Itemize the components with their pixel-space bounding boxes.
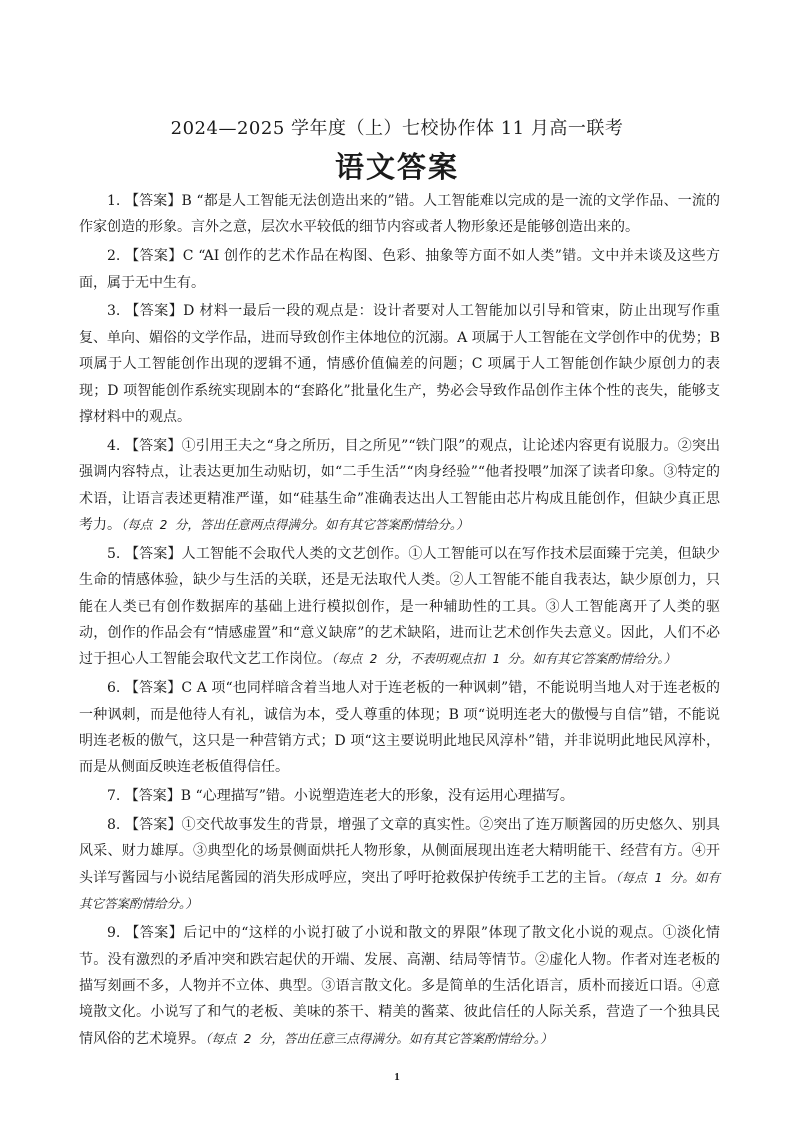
answer-text: 2. 【答案】C “AI 创作的艺术作品在构图、色彩、抽象等方面不如人类”错。文中并未谈及这些方面，属于无中生有。	[79, 248, 720, 291]
answer-text: 4. 【答案】①引用王夫之“身之所历，目之所见”“铁门限”的观点，让论述内容更有说服力。②突出强调内容特点，让表达更加生动贴切，如“二手生活”“肉身经验”“他者投喂”加深了读者印象。③特定的术语，让语言表述更精准严谨，如“硅基生命”准确表达出人工智能由芯片构成且能创作，但缺少真正思考力。	[79, 437, 720, 534]
answer-text: 8. 【答案】①交代故事发生的背景，增强了文章的真实性。②突出了连万顺酱园的历史悠久、别具风采、财力雄厚。③典型化的场景侧面烘托人物形象，从侧面展现出连老大精明能干、经营有方。④开头详写酱园与小说结尾酱园的消失形成呼应，突出了呼吁抢救保护传统手工艺的主旨。	[79, 817, 720, 886]
answer-text: 7. 【答案】B “心理描写”错。小说塑造连老大的形象，没有运用心理描写。	[107, 788, 574, 805]
scoring-note: （每点 1 分。如有其它答案酌情给分。）	[79, 869, 721, 912]
exam-title: 2024—2025 学年度（上）七校协作体 11 月高一联考	[170, 118, 624, 139]
page-number: 1	[394, 1071, 400, 1083]
subject-title: 语文答案	[334, 150, 459, 184]
answer-text: 3. 【答案】D 材料一最后一段的观点是：设计者要对人工智能加以引导和管束，防止出现写作重复、单向、媚俗的文学作品，进而导致创作主体地位的沉溺。A 项属于人工智能在文学创作中的优势；B 项属于人工智能创作出现的逻辑不通，情感价值偏差的问题；C 项属于人工智能创作缺少原创力的表现；D 项智能创作系统实现剧本的“套路化”批量化生产，势必会导致作品创作主体个性的丧失，能够支撑材料中的观点。	[79, 303, 720, 426]
answer-text: 1. 【答案】B “都是人工智能无法创造出来的”错。人工智能难以完成的是一流的文学作品、一流的作家创造的形象。言外之意，层次水平较低的细节内容或者人物形象还是能够创造出来的。	[79, 193, 720, 236]
answer-item-9	[79, 920, 720, 1052]
answer-text: 9. 【答案】后记中的“这样的小说打破了小说和散文的界限”体现了散文化小说的观点。①淡化情节。没有激烈的矛盾冲突和跌宕起伏的开端、发展、高潮、结局等情节。②虚化人物。作者对连老板的描写刻画不多，人物并不立体、典型。③语言散文化。多是简单的生活化语言，质朴而接近口语。④意境散文化。小说写了和气的老板、美味的茶干、精美的酱菜、彼此信任的人际关系，营造了一个独具民情风俗的艺术境界。	[79, 925, 720, 1047]
answer-item-5	[79, 541, 720, 673]
answer-item-6	[79, 675, 720, 781]
answer-list	[79, 188, 720, 1055]
answer-item-2	[79, 243, 720, 296]
answer-item-7	[79, 783, 720, 809]
answer-text: 6. 【答案】C A 项“也同样暗含着当地人对于连老板的一种讽刺”错，不能说明当地人对于连老板的一种讽刺，而是他待人有礼，诚信为本，受人尊重的体现；B 项“说明连老大的傲慢与自信”错，不能说明连老板的傲气，这只是一种营销方式；D 项“这主要说明此地民风淳朴”错，并非说明此地民风淳朴，而是从侧面反映连老板值得信任。	[79, 680, 720, 776]
scoring-note: （每点 2 分，答出任意三点得满分。如有其它答案酌情给分。）	[205, 1030, 553, 1046]
answer-item-1	[79, 188, 720, 241]
answer-text: 5. 【答案】人工智能不会取代人类的文艺创作。①人工智能可以在写作技术层面臻于完美，但缺少生命的情感体验，缺少与生活的关联，还是无法取代人类。②人工智能不能自我表达，缺少原创力，只能在人类已有创作数据库的基础上进行模拟创作，是一种辅助性的工具。③人工智能离开了人类的驱动，创作的作品会有“情感虚置”和“意义缺席”的艺术缺陷，进而让艺术创作失去意义。因此，人们不必过于担心人工智能会取代文艺工作岗位。	[79, 545, 720, 668]
answer-item-4	[79, 433, 720, 539]
scoring-note: （每点 2 分，不表明观点扣 1 分。如有其它答案酌情给分。）	[331, 651, 677, 667]
answer-item-8	[79, 812, 720, 918]
scoring-note: （每点 2 分，答出任意两点得满分。如有其它答案酌情给分。）	[121, 517, 469, 533]
answer-item-3	[79, 298, 720, 430]
